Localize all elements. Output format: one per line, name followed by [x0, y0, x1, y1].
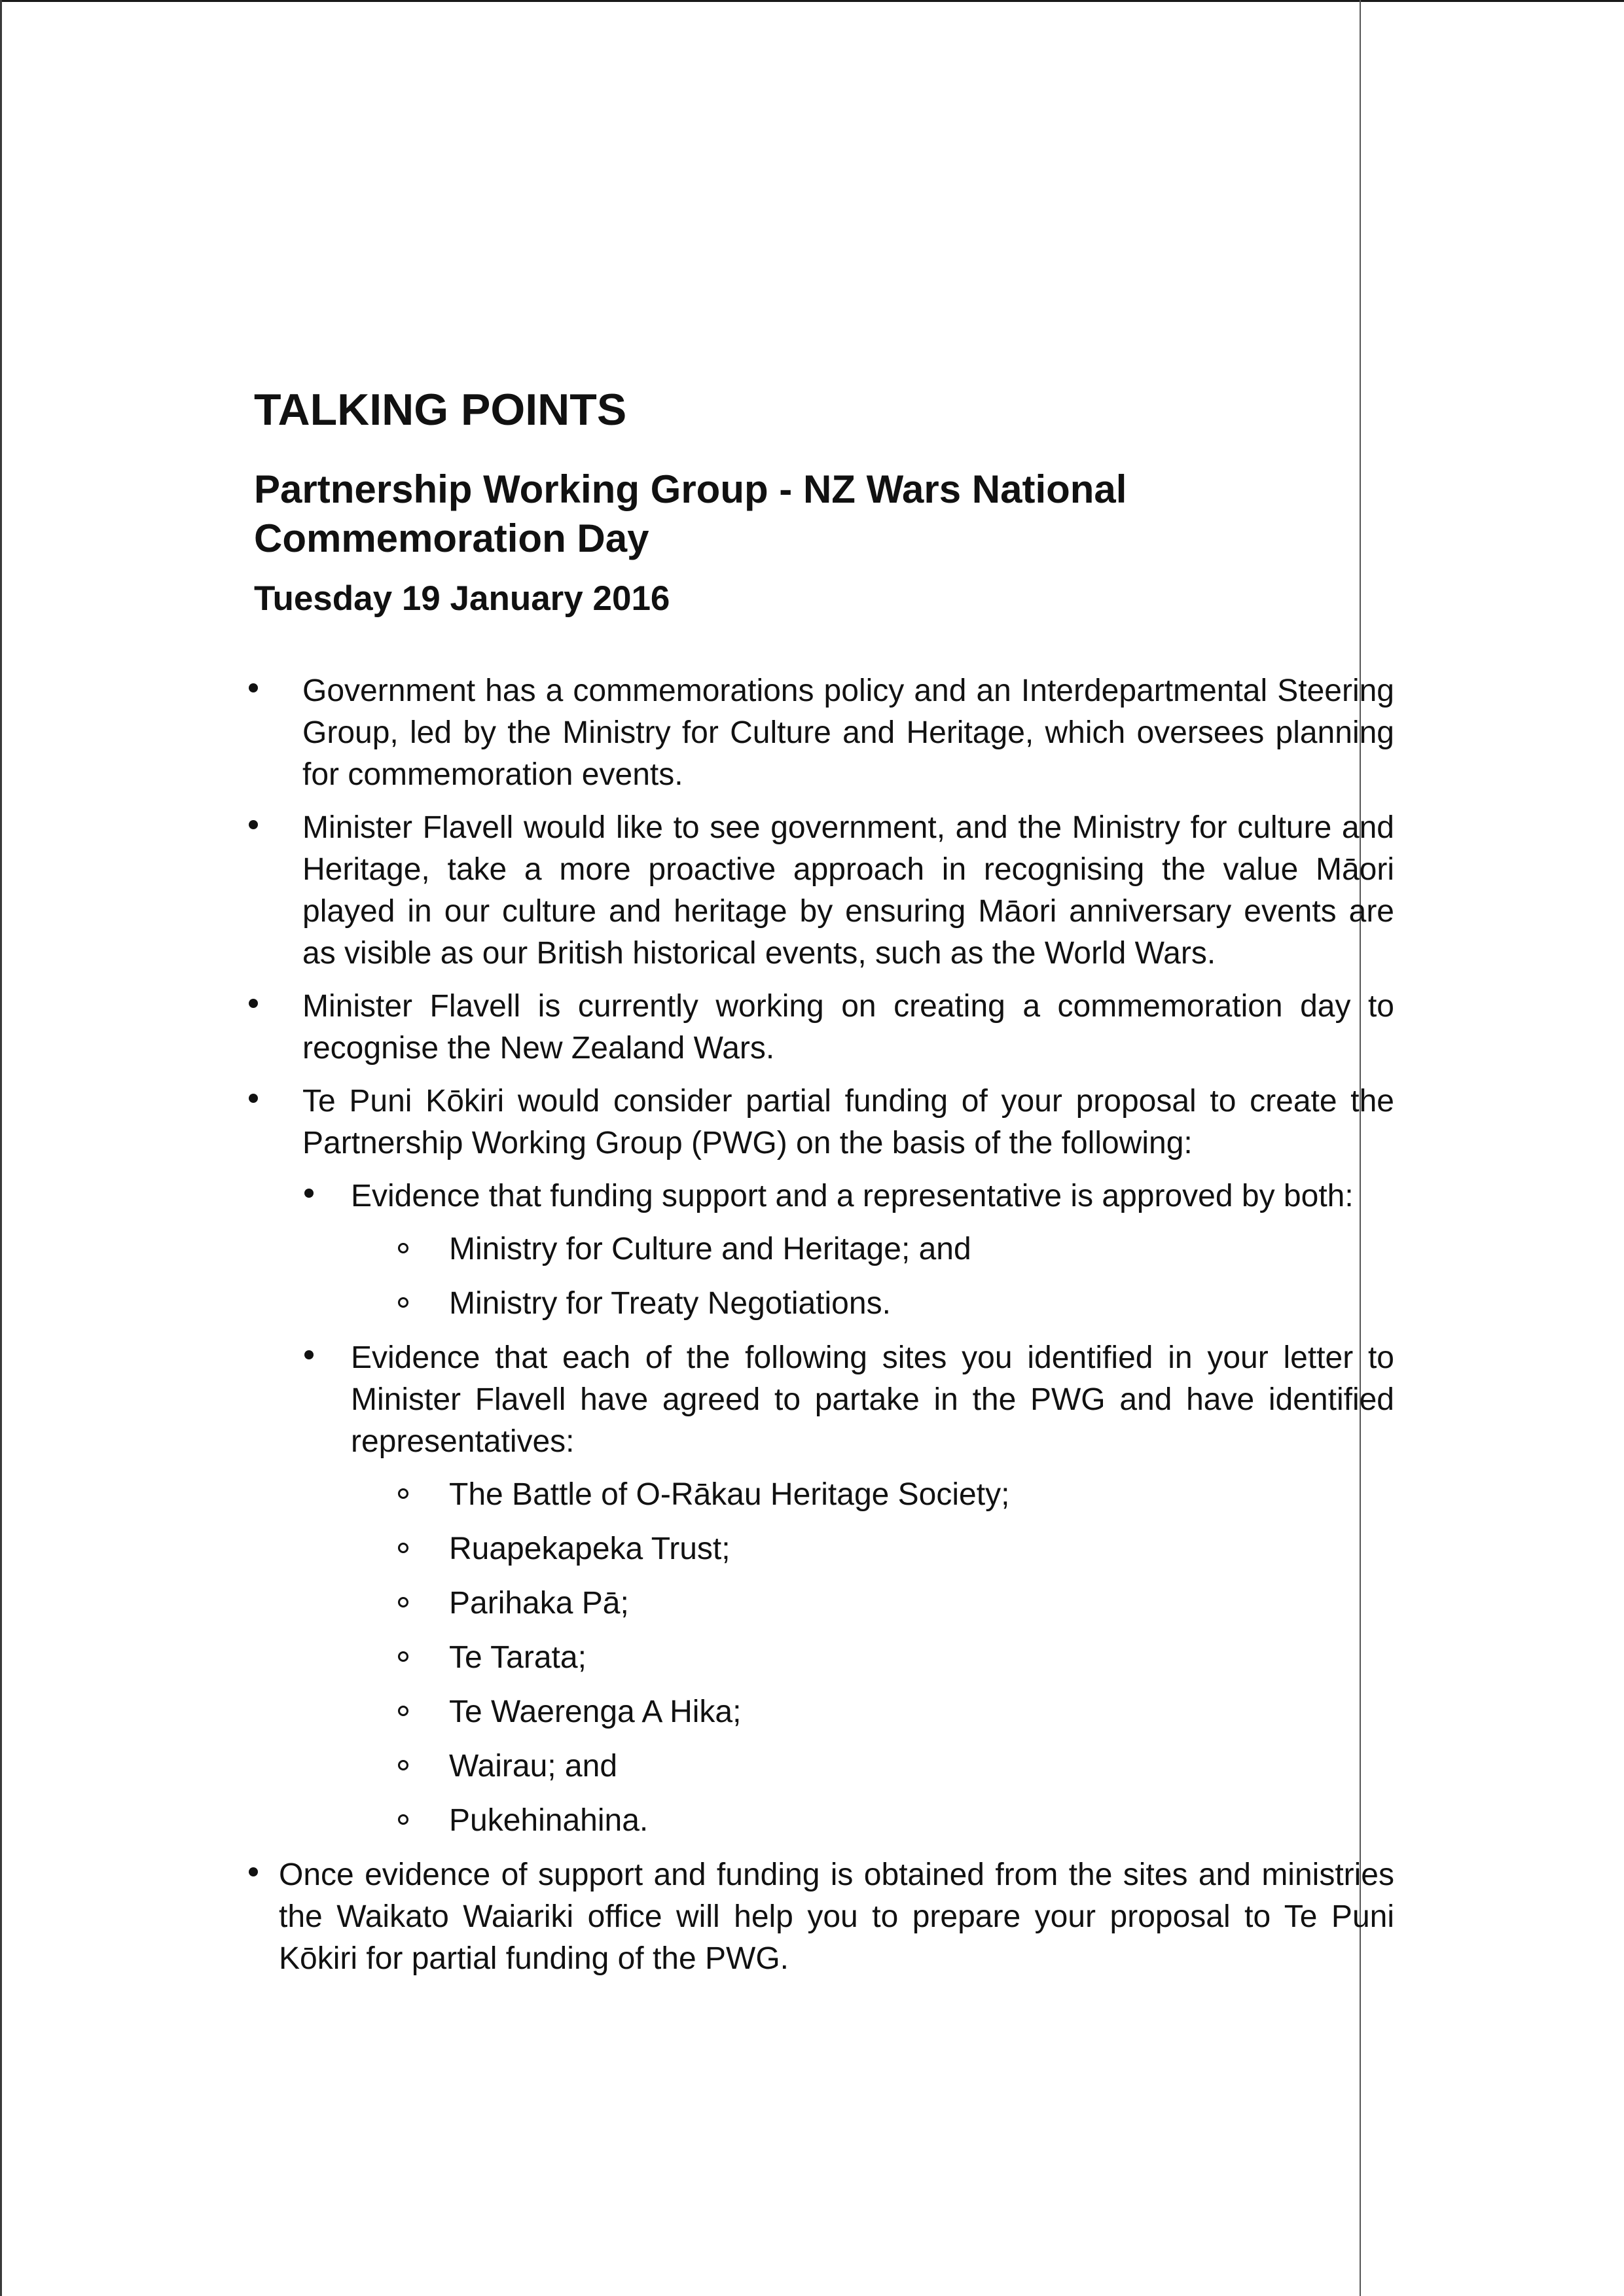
site-item-text: Parihaka Pā;: [449, 1586, 629, 1621]
sites-list: [351, 1474, 1394, 1842]
document-title: TALKING POINTS: [254, 385, 627, 435]
talking-point: [242, 670, 1394, 796]
ministry-list: [351, 1229, 1394, 1325]
talking-point-text: Government has a commemorations policy and an Interdepartmental Steering Group, led by the Ministry for Culture and Heritage, which oversees planning for commemoration events.: [302, 673, 1394, 792]
circle-bullet-icon: [398, 1488, 408, 1499]
bullet-icon: [249, 683, 258, 692]
site-item-text: Te Waerenga A Hika;: [449, 1695, 742, 1729]
ministry-item-text: Ministry for Treaty Negotiations.: [449, 1286, 891, 1321]
circle-bullet-icon: [398, 1760, 408, 1770]
bullet-icon: [249, 820, 258, 829]
bullet-icon: [249, 999, 258, 1008]
circle-bullet-icon: [398, 1597, 408, 1607]
talking-point: [242, 986, 1394, 1069]
site-item: [351, 1528, 1394, 1570]
talking-point: [242, 1081, 1394, 1842]
talking-point-text: Minister Flavell is currently working on creating a commemoration day to recognise the New Zealand Wars.: [302, 989, 1394, 1066]
talking-point: [230, 1854, 1394, 1980]
circle-bullet-icon: [398, 1243, 408, 1253]
circle-bullet-icon: [398, 1706, 408, 1716]
funding-conditions-list: [302, 1175, 1394, 1842]
site-item: [351, 1691, 1394, 1733]
talking-point-text: Te Puni Kōkiri would consider partial funding of your proposal to create the Partnership Working Group (PWG) on the basis of the following:: [302, 1084, 1394, 1160]
document-header: [254, 387, 1327, 618]
ministry-item: [351, 1229, 1394, 1270]
bullet-icon: [249, 1094, 258, 1103]
site-item-text: Te Tarata;: [449, 1640, 586, 1675]
site-item: [351, 1583, 1394, 1624]
talking-point-text: Minister Flavell would like to see government, and the Ministry for culture and Heritage, take a more proactive approach in recognising the value Māori played in our culture and heritage by ensuring Māori anniversary events are as visible as our British historical events, such as the World Wars.: [302, 810, 1394, 971]
funding-condition-text: Evidence that each of the following sites you identified in your letter to Minister Flavell have agreed to partake in the PWG and have identified representatives:: [351, 1340, 1394, 1459]
circle-bullet-icon: [398, 1543, 408, 1553]
site-item-text: Wairau; and: [449, 1749, 618, 1784]
talking-points-list: [242, 670, 1394, 1991]
site-item: [351, 1746, 1394, 1787]
site-item-text: Ruapekapeka Trust;: [449, 1532, 731, 1566]
document-subtitle: [254, 465, 1327, 563]
site-item: [351, 1637, 1394, 1679]
funding-condition-text: Evidence that funding support and a representative is approved by both:: [351, 1179, 1354, 1213]
site-item-text: Pukehinahina.: [449, 1803, 649, 1838]
document-date: Tuesday 19 January 2016: [254, 579, 670, 618]
ministry-item-text: Ministry for Culture and Heritage; and: [449, 1232, 971, 1266]
scan-edge-left: [0, 0, 2, 2296]
site-item: [351, 1800, 1394, 1842]
scan-edge-top: [0, 0, 1624, 2]
bullet-icon: [304, 1350, 314, 1359]
circle-bullet-icon: [398, 1814, 408, 1825]
talking-point-text: Once evidence of support and funding is obtained from the sites and ministries the Waikato Waiariki office will help you to prepare your proposal to Te Puni Kōkiri for partial funding of the PWG.: [279, 1857, 1394, 1976]
site-item-text: The Battle of O-Rākau Heritage Society;: [449, 1477, 1010, 1512]
bullet-icon: [249, 1867, 258, 1876]
bullet-icon: [304, 1189, 314, 1198]
circle-bullet-icon: [398, 1651, 408, 1662]
talking-point: [242, 807, 1394, 975]
ministry-item: [351, 1283, 1394, 1325]
site-item: [351, 1474, 1394, 1516]
subtitle-line-2: Commemoration Day: [254, 516, 649, 560]
funding-condition: [302, 1175, 1394, 1325]
funding-condition: [302, 1337, 1394, 1842]
subtitle-line-1: Partnership Working Group - NZ Wars National: [254, 467, 1127, 511]
circle-bullet-icon: [398, 1297, 408, 1308]
